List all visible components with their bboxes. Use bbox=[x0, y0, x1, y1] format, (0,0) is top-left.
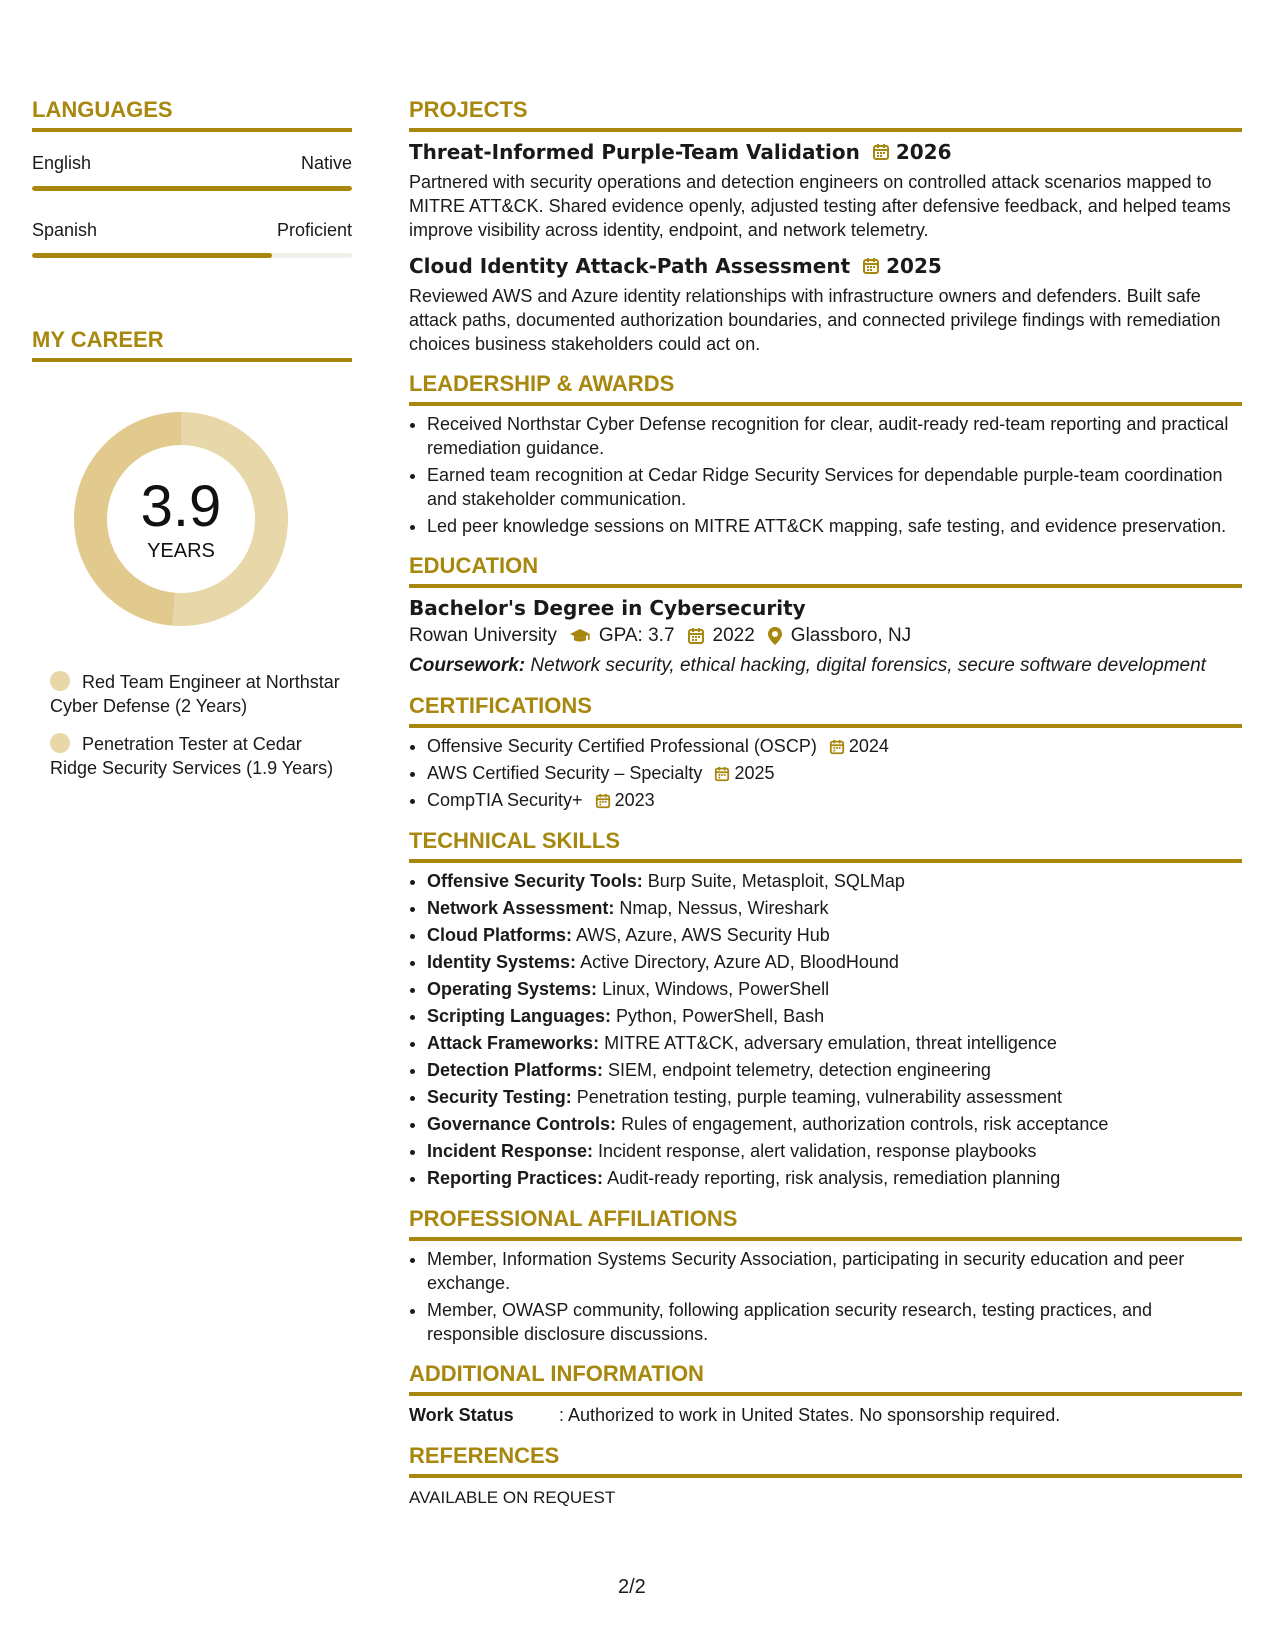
affiliations-list bbox=[409, 1247, 1242, 1346]
skills-list bbox=[409, 869, 1242, 1191]
references-section bbox=[409, 1438, 1242, 1510]
skill-value: AWS, Azure, AWS Security Hub bbox=[576, 925, 830, 945]
education-title: EDUCATION bbox=[409, 553, 539, 578]
language-level: Native bbox=[300, 153, 352, 173]
certification-name: AWS Certified Security – Specialty bbox=[427, 763, 703, 783]
project-description: Partnered with security operations and detection engineers on controlled attack scenarios mapped to MITRE ATT&CK. Shared evidence openly, adjusted testing after defensive feedback, and helped teams improve visibility across identity, endpoint, and network telemetry. bbox=[409, 172, 1231, 240]
education-coursework bbox=[409, 654, 1242, 678]
work-status-value: : Authorized to work in United States. No sponsorship required. bbox=[559, 1405, 1061, 1425]
skill-value: Linux, Windows, PowerShell bbox=[602, 979, 830, 999]
skill-value: Rules of engagement, authorization controls, risk acceptance bbox=[621, 1114, 1109, 1134]
page-number: 2/2 bbox=[618, 1576, 646, 1598]
education-school: Rowan University bbox=[409, 625, 557, 646]
career-legend-item bbox=[50, 732, 352, 780]
project-item bbox=[409, 252, 1242, 356]
skill-value: MITRE ATT&CK, adversary emulation, threat intelligence bbox=[604, 1033, 1057, 1053]
list-item bbox=[427, 950, 1242, 975]
section-rule bbox=[409, 1237, 1242, 1241]
skills-section bbox=[409, 823, 1242, 1191]
calendar-icon bbox=[862, 257, 880, 275]
language-item bbox=[32, 217, 352, 258]
work-status-label: Work Status bbox=[409, 1405, 514, 1425]
list-item bbox=[427, 1031, 1242, 1056]
list-item: • Earned team recognition at Cedar Ridge Security Services for dependable purple-team coordination and stakeholder communication. bbox=[427, 463, 1242, 511]
graduation-cap-icon bbox=[569, 628, 591, 644]
skill-label: Cloud Platforms: bbox=[427, 925, 573, 945]
projects-title: PROJECTS bbox=[409, 97, 528, 122]
list-item: • Member, OWASP community, following application security research, testing practices, and responsible disclosure discussions. bbox=[427, 1298, 1242, 1346]
project-name: Cloud Identity Attack-Path Assessment bbox=[409, 254, 851, 278]
calendar-icon bbox=[595, 793, 611, 809]
leadership-list bbox=[409, 412, 1242, 538]
certification-year: 2025 bbox=[734, 763, 775, 783]
project-name: Threat-Informed Purple-Team Validation bbox=[409, 140, 860, 164]
projects-section bbox=[409, 92, 1242, 356]
career-legend-item bbox=[50, 670, 352, 718]
section-rule bbox=[32, 128, 352, 132]
calendar-icon bbox=[829, 739, 845, 755]
language-name: English bbox=[32, 153, 92, 173]
language-bar-fill bbox=[32, 186, 352, 191]
list-item bbox=[427, 896, 1242, 921]
skill-label: Attack Frameworks: bbox=[427, 1033, 600, 1053]
references-title: REFERENCES bbox=[409, 1443, 560, 1468]
additional-section bbox=[409, 1356, 1242, 1428]
language-level: Proficient bbox=[276, 220, 352, 240]
certifications-section bbox=[409, 688, 1242, 813]
list-item: • Led peer knowledge sessions on MITRE ATT&CK mapping, safe testing, and evidence preservation. bbox=[427, 514, 1242, 538]
skill-label: Incident Response: bbox=[427, 1141, 594, 1161]
skill-value: Burp Suite, Metasploit, SQLMap bbox=[647, 871, 905, 891]
skill-label: Scripting Languages: bbox=[427, 1006, 612, 1026]
calendar-icon bbox=[687, 627, 705, 645]
career-title: MY CAREER bbox=[32, 327, 164, 352]
education-section bbox=[409, 548, 1242, 678]
legend-dot-icon bbox=[50, 733, 70, 753]
skill-value: Penetration testing, purple teaming, vulnerability assessment bbox=[576, 1087, 1062, 1107]
skill-label: Offensive Security Tools: bbox=[427, 871, 643, 891]
language-bar bbox=[32, 253, 352, 258]
project-year: 2025 bbox=[886, 254, 942, 278]
career-legend-label: Red Team Engineer at Northstar Cyber Defense (2 Years) bbox=[50, 672, 340, 716]
skill-label: Operating Systems: bbox=[427, 979, 598, 999]
list-item bbox=[427, 1085, 1242, 1110]
leadership-title: LEADERSHIP & AWARDS bbox=[409, 371, 675, 396]
legend-dot-icon bbox=[50, 671, 70, 691]
list-item bbox=[427, 1004, 1242, 1029]
coursework-text: Network security, ethical hacking, digital forensics, secure software development bbox=[530, 655, 1206, 676]
project-item bbox=[409, 138, 1242, 242]
skills-title: TECHNICAL SKILLS bbox=[409, 828, 621, 853]
skill-value: Incident response, alert validation, response playbooks bbox=[598, 1141, 1037, 1161]
education-degree: Bachelor's Degree in Cybersecurity bbox=[409, 596, 806, 620]
section-rule bbox=[32, 358, 352, 362]
list-item bbox=[427, 977, 1242, 1002]
career-section bbox=[32, 322, 352, 780]
list-item: • Received Northstar Cyber Defense recognition for clear, audit-ready red-team reporting and practical remediation guidance. bbox=[427, 412, 1242, 460]
certification-name: Offensive Security Certified Professional (OSCP) bbox=[427, 736, 817, 756]
coursework-label: Coursework: bbox=[409, 655, 526, 676]
section-rule bbox=[409, 859, 1242, 863]
language-item bbox=[32, 150, 352, 191]
education-location: Glassboro, NJ bbox=[790, 625, 912, 646]
additional-title: ADDITIONAL INFORMATION bbox=[409, 1361, 704, 1386]
language-bar bbox=[32, 186, 352, 191]
section-rule bbox=[409, 128, 1242, 132]
list-item bbox=[427, 869, 1242, 894]
education-gpa: GPA: 3.7 bbox=[598, 625, 675, 646]
list-item bbox=[427, 734, 1242, 759]
list-item bbox=[427, 1166, 1242, 1191]
languages-title: LANGUAGES bbox=[32, 97, 173, 122]
list-item bbox=[427, 1139, 1242, 1164]
list-item: • Member, Information Systems Security Association, participating in security education and peer exchange. bbox=[427, 1247, 1242, 1295]
skill-label: Security Testing: bbox=[427, 1087, 572, 1107]
project-year: 2026 bbox=[895, 140, 952, 164]
certification-year: 2023 bbox=[614, 790, 655, 810]
career-legend bbox=[50, 670, 352, 780]
list-item bbox=[427, 1112, 1242, 1137]
career-total-value: 3.9 bbox=[140, 473, 222, 539]
main-content bbox=[409, 92, 1242, 1520]
skill-label: Identity Systems: bbox=[427, 952, 577, 972]
career-total-unit: YEARS bbox=[147, 539, 215, 562]
calendar-icon bbox=[714, 766, 730, 782]
leadership-section bbox=[409, 366, 1242, 538]
skill-value: Nmap, Nessus, Wireshark bbox=[619, 898, 829, 918]
list-item bbox=[427, 1058, 1242, 1083]
section-rule bbox=[409, 402, 1242, 406]
certifications-title: CERTIFICATIONS bbox=[409, 693, 592, 718]
skill-label: Reporting Practices: bbox=[427, 1168, 604, 1188]
education-meta bbox=[409, 622, 1242, 650]
list-item bbox=[427, 788, 1242, 813]
section-rule bbox=[409, 1474, 1242, 1478]
section-rule bbox=[409, 724, 1242, 728]
skill-value: Python, PowerShell, Bash bbox=[616, 1006, 825, 1026]
project-description: Reviewed AWS and Azure identity relationships with infrastructure owners and defenders. Built safe attack paths, documented authorization boundaries, and connected privilege findings with remediation choices business stakeholders could act on. bbox=[409, 286, 1221, 354]
career-legend-label: Penetration Tester at Cedar Ridge Security Services (1.9 Years) bbox=[50, 734, 334, 778]
list-item bbox=[427, 923, 1242, 948]
certification-name: CompTIA Security+ bbox=[427, 790, 583, 810]
skill-label: Network Assessment: bbox=[427, 898, 615, 918]
skill-label: Governance Controls: bbox=[427, 1114, 617, 1134]
sidebar bbox=[32, 92, 352, 794]
language-bar-fill bbox=[32, 253, 272, 258]
affiliations-title: PROFESSIONAL AFFILIATIONS bbox=[409, 1206, 738, 1231]
certification-year: 2024 bbox=[848, 736, 889, 756]
references-text: AVAILABLE ON REQUEST bbox=[409, 1488, 616, 1507]
skill-label: Detection Platforms: bbox=[427, 1060, 604, 1080]
skill-value: SIEM, endpoint telemetry, detection engineering bbox=[608, 1060, 991, 1080]
work-status-row bbox=[409, 1402, 1242, 1428]
certifications-list bbox=[409, 734, 1242, 813]
map-pin-icon bbox=[767, 626, 783, 646]
skill-value: Audit-ready reporting, risk analysis, remediation planning bbox=[607, 1168, 1061, 1188]
career-donut-chart bbox=[66, 404, 296, 634]
section-rule bbox=[409, 1392, 1242, 1396]
education-year: 2022 bbox=[712, 625, 755, 646]
list-item bbox=[427, 761, 1242, 786]
calendar-icon bbox=[872, 143, 890, 161]
section-rule bbox=[409, 584, 1242, 588]
affiliations-section bbox=[409, 1201, 1242, 1346]
language-name: Spanish bbox=[32, 220, 98, 240]
skill-value: Active Directory, Azure AD, BloodHound bbox=[580, 952, 899, 972]
